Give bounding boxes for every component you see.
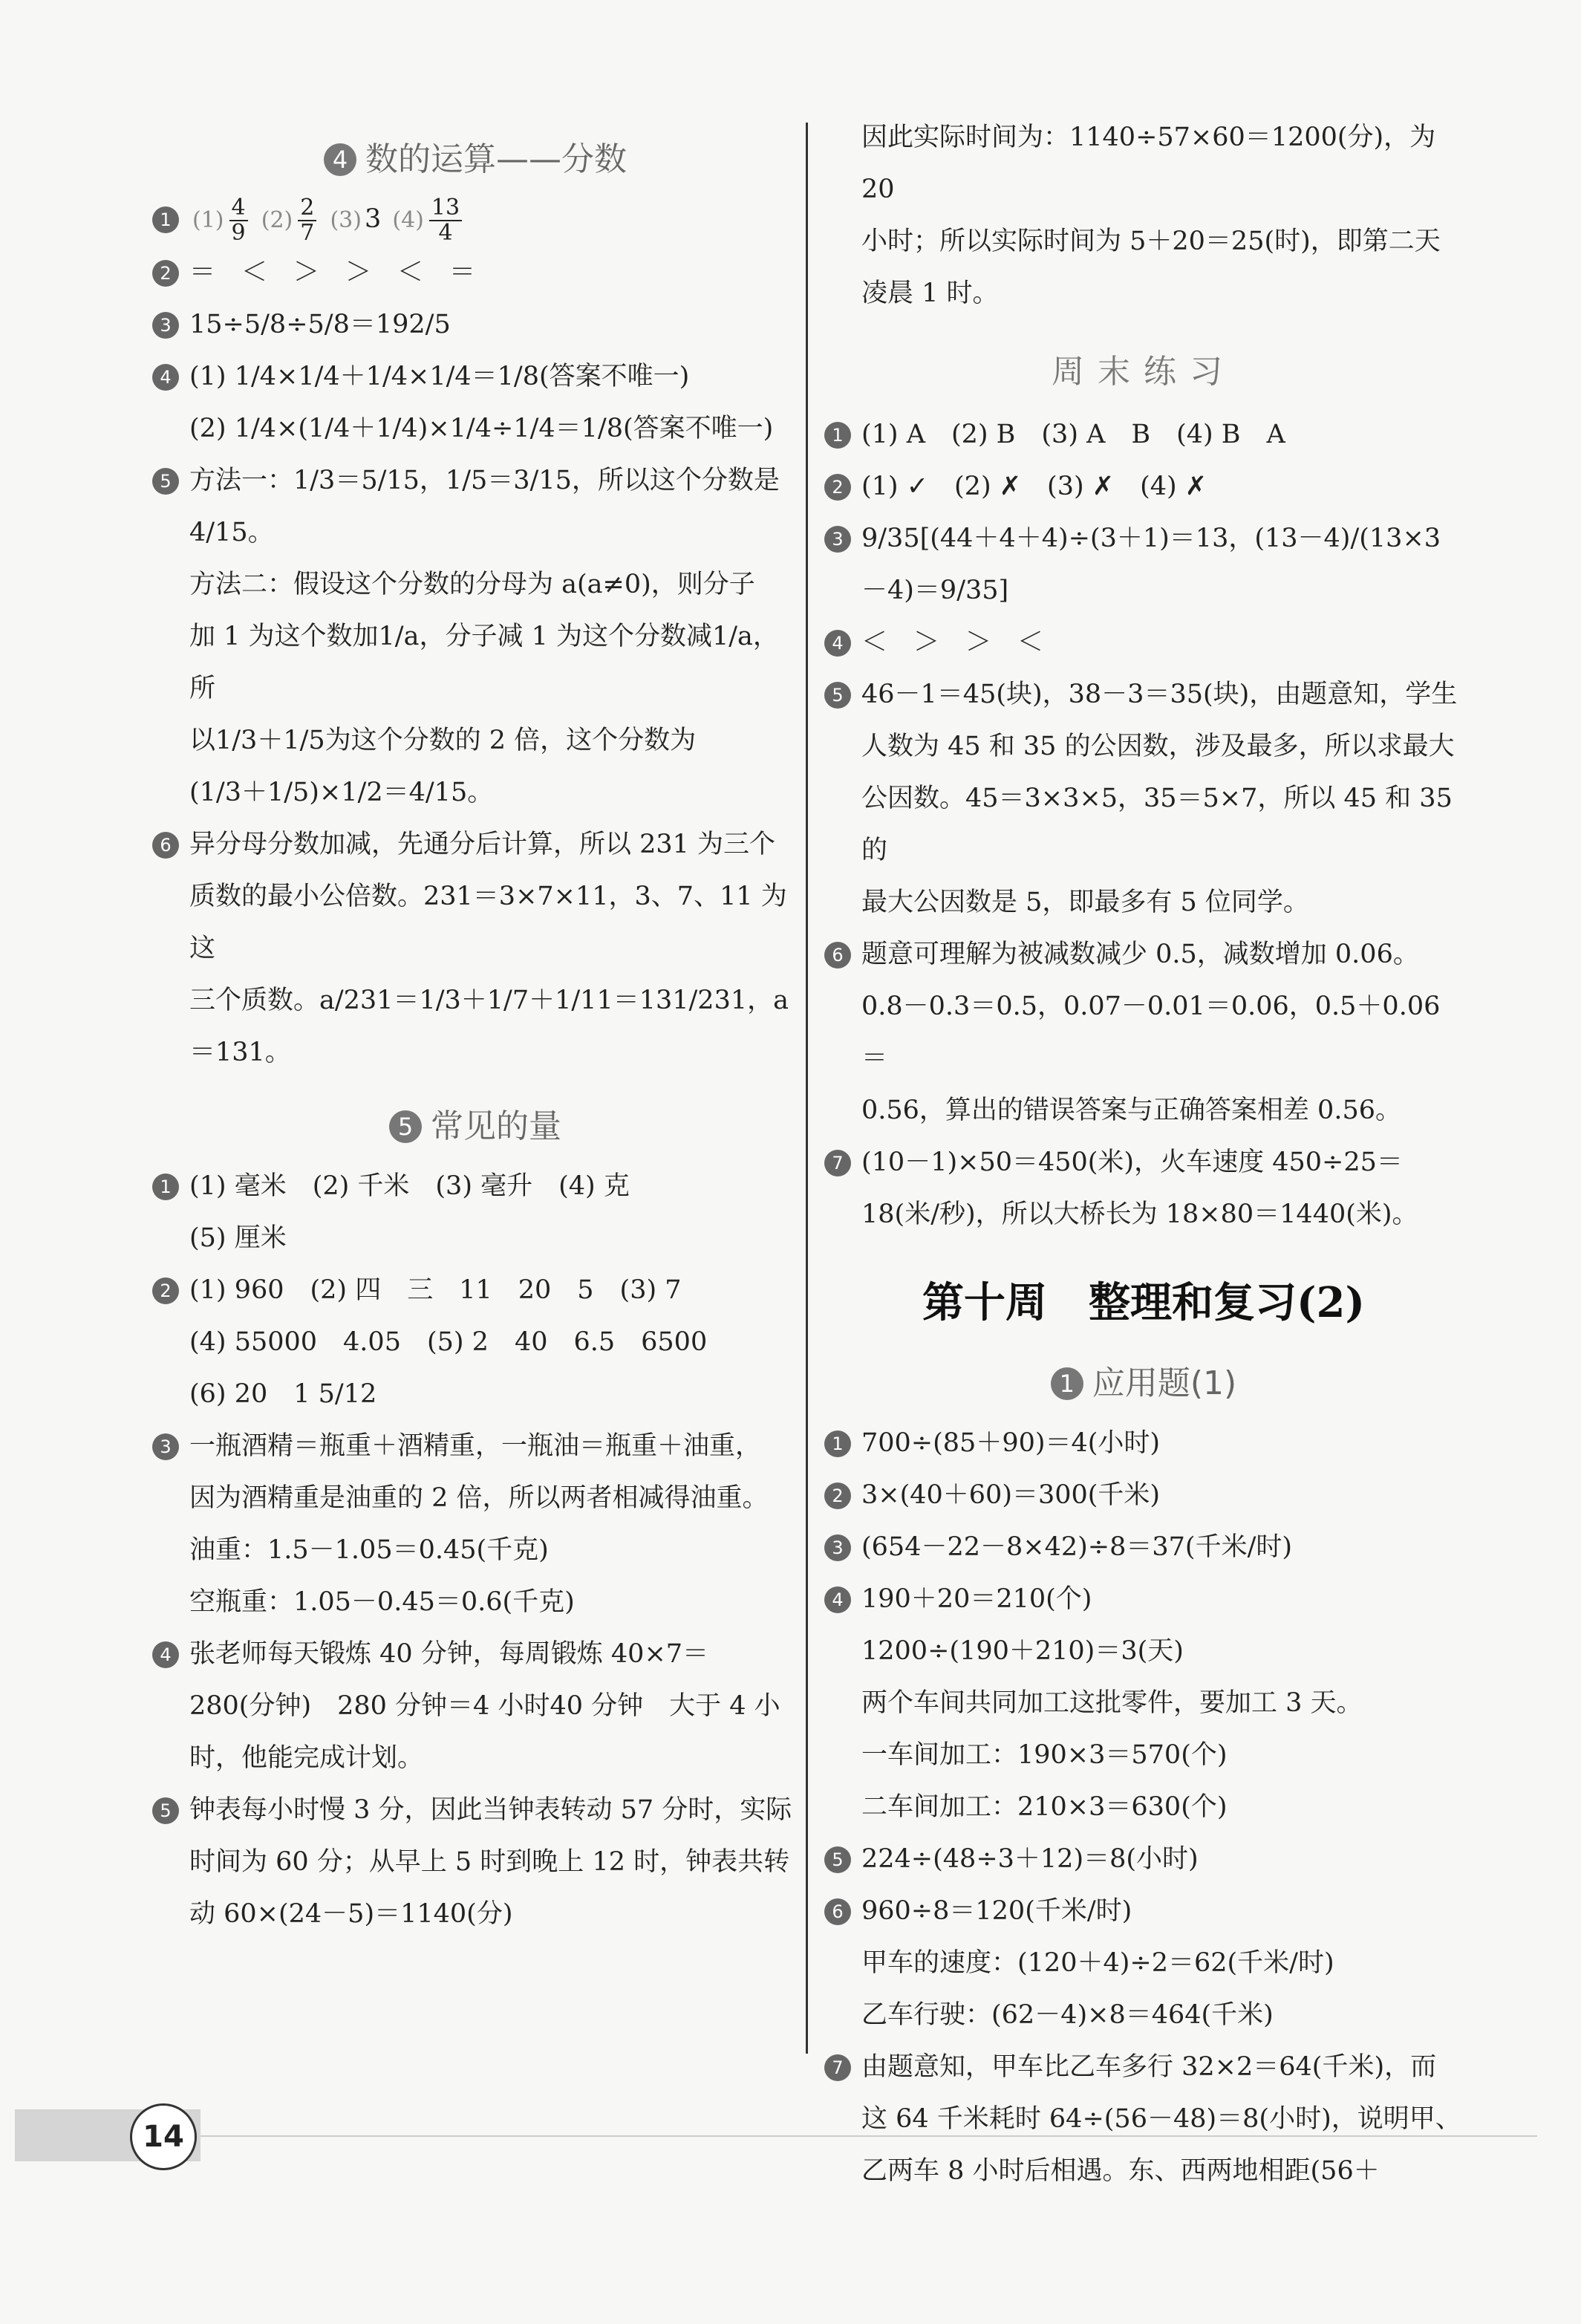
answer-text: ＜ ＞ ＞ ＜ [861, 628, 1044, 657]
answer-text: (1) ✓ (2) ✗ (3) ✗ (4) ✗ [861, 472, 1207, 501]
application-question-7 [824, 2041, 1463, 2093]
question-badge: 1 [824, 1430, 851, 1457]
question-badge: 1 [824, 422, 851, 449]
answer-line: 方法二：假设这个分数的分母为 a(a≠0)，则分子 [189, 570, 755, 599]
question-badge: 4 [824, 630, 851, 657]
page-number: 14 [130, 2103, 197, 2170]
weekend-question-5 [824, 668, 1463, 720]
answer-line: 46－1＝45(块)，38－3＝35(块)，由题意知，学生 [861, 680, 1458, 709]
week-heading: 第十周 整理和复习(2) [922, 1278, 1365, 1327]
answer-line: 小时；所以实际时间为 5＋20＝25(时)，即第二天 [861, 227, 1441, 256]
denominator: 9 [231, 219, 246, 246]
left-column [152, 111, 798, 1940]
weekend-question-6 [824, 928, 1463, 980]
application-question-3 [824, 1521, 1463, 1573]
section-heading [824, 1356, 1463, 1404]
answer-line: 一车间加工：190×3＝570(个) [861, 1740, 1228, 1770]
question-badge: 2 [152, 260, 179, 287]
question-badge: 7 [824, 1150, 851, 1176]
answer-line: (1) 毫米 (2) 千米 (3) 毫升 (4) 克 [189, 1171, 630, 1201]
question-2 [152, 247, 798, 299]
answer-line: 异分母分数加减，先通分后计算，所以 231 为三个 [189, 830, 776, 859]
answer-line: 280(分钟) 280 分钟＝4 小时40 分钟 大于 4 小 [189, 1691, 780, 1721]
question-badge: 2 [152, 1277, 179, 1304]
section-number: 4 [324, 143, 356, 176]
numerator: 4 [229, 196, 248, 221]
answer-line: 960÷8＝120(千米/时) [861, 1896, 1132, 1926]
application-question-1 [824, 1417, 1463, 1469]
answer-line: 二车间加工：210×3＝630(个) [861, 1792, 1228, 1822]
weekend-heading: 周末练习 [1052, 353, 1236, 391]
numerator: 13 [429, 196, 462, 221]
denominator: 7 [300, 219, 315, 246]
answer-line: 甲车的速度：(120＋4)÷2＝62(千米/时) [861, 1948, 1334, 1978]
application-question-2 [824, 1469, 1463, 1521]
part-label: (1) [192, 207, 224, 233]
question-badge: 3 [152, 312, 179, 339]
answer-line: 190＋20＝210(个) [861, 1584, 1092, 1614]
column-divider [806, 123, 808, 2054]
answer-line: 时间为 60 分；从早上 5 时到晚上 12 时，钟表共转 [189, 1847, 790, 1877]
question-badge: 3 [152, 1433, 179, 1460]
answer-line: (10－1)×50＝450(米)，火车速度 450÷25＝ [861, 1148, 1403, 1177]
question-5 [152, 455, 798, 559]
weekend-question-7 [824, 1136, 1463, 1188]
part-label: (2) [261, 207, 293, 233]
quantity-question-3 [152, 1420, 798, 1472]
fraction [298, 196, 316, 245]
answer-line: 时，他能完成计划。 [189, 1743, 424, 1773]
answer-line: 0.8－0.3＝0.5，0.07－0.01＝0.06，0.5＋0.06＝ [861, 992, 1441, 1073]
answer-line: 题意可理解为被减数减少 0.5，减数增加 0.06。 [861, 940, 1419, 969]
quantity-question-1 [152, 1160, 798, 1212]
application-question-5 [824, 1833, 1463, 1885]
answer-line: (2) 1/4×(1/4＋1/4)×1/4÷1/4＝1/8(答案不唯一) [189, 414, 774, 443]
question-badge: 5 [824, 682, 851, 709]
section-heading [152, 1099, 798, 1147]
weekend-question-2 [824, 460, 1463, 512]
answer-line: 三个质数。a/231＝1/3＋1/7＋1/11＝131/231，a＝131。 [189, 986, 789, 1067]
fraction [429, 196, 462, 245]
section-title: 数的运算——分数 [365, 140, 627, 178]
question-badge: 1 [152, 1174, 179, 1200]
answer-line: (4) 55000 4.05 (5) 2 40 6.5 6500 [189, 1327, 708, 1357]
answer-line: 18(米/秒)，所以大桥长为 18×80＝1440(米)。 [861, 1200, 1418, 1229]
answer-text: 15÷5/8÷5/8＝192/5 [189, 310, 451, 339]
fraction [229, 196, 248, 245]
answer-line: 两个车间共同加工这批零件，要加工 3 天。 [861, 1688, 1363, 1718]
weekend-question-1 [824, 409, 1463, 460]
answer-text: 224÷(48÷3＋12)＝8(小时) [861, 1844, 1199, 1874]
quantity-question-4 [152, 1628, 798, 1680]
question-badge: 1 [152, 206, 179, 233]
answer-text: 9/35[(44＋4＋4)÷(3＋1)＝13，(13－4)/(13×3－4)＝9/35] [861, 524, 1441, 605]
answer-text: 3×(40＋60)＝300(千米) [861, 1480, 1161, 1510]
answer-line: 张老师每天锻炼 40 分钟，每周锻炼 40×7＝ [189, 1639, 709, 1669]
section-number: 1 [1051, 1367, 1083, 1400]
answer-value: 3 [364, 204, 382, 234]
answer-line: 乙车行驶：(62－4)×8＝464(千米) [861, 2000, 1274, 2030]
denominator: 4 [438, 219, 453, 246]
section-heading [152, 132, 798, 180]
weekend-question-4 [824, 616, 1463, 668]
answer-line: 0.56，算出的错误答案与正确答案相差 0.56。 [861, 1096, 1401, 1125]
question-badge: 4 [152, 364, 179, 391]
answer-line: 凌晨 1 时。 [861, 279, 999, 308]
answer-line: 乙两车 8 小时后相遇。东、西两地相距(56＋ [861, 2156, 1380, 2186]
question-badge: 2 [824, 1482, 851, 1509]
answer-line: (6) 20 1 5/12 [189, 1379, 377, 1409]
part-label: (4) [392, 207, 424, 233]
answer-line: (5) 厘米 [189, 1223, 287, 1253]
answer-line: 因此实际时间为：1140÷57×60＝1200(分)，为 20 [861, 123, 1436, 204]
answer-line: 质数的最小公倍数。231＝3×7×11，3、7、11 为这 [189, 882, 787, 963]
question-badge: 4 [152, 1641, 179, 1668]
question-3 [152, 299, 798, 351]
answer-line: 钟表每小时慢 3 分，因此当钟表转动 57 分时，实际 [189, 1795, 792, 1825]
question-1 [152, 193, 798, 247]
answer-line: 因为酒精重是油重的 2 倍，所以两者相减得油重。 [189, 1483, 769, 1513]
answer-line: (1/3＋1/5)×1/2＝4/15。 [189, 778, 494, 807]
weekend-question-3 [824, 512, 1463, 616]
answer-line: 由题意知，甲车比乙车多行 32×2＝64(千米)，而 [861, 2052, 1437, 2082]
question-badge: 5 [152, 1797, 179, 1824]
quantity-question-2 [152, 1264, 798, 1316]
question-badge: 6 [152, 832, 179, 859]
question-badge: 2 [824, 474, 851, 501]
answer-text: 700÷(85＋90)＝4(小时) [861, 1428, 1161, 1458]
answer-line: (1) 960 (2) 四 三 11 20 5 (3) 7 [189, 1275, 682, 1305]
answer-text: (654－22－8×42)÷8＝37(千米/时) [861, 1532, 1293, 1562]
section-number: 5 [389, 1110, 422, 1143]
application-question-4 [824, 1573, 1463, 1625]
section-title: 应用题(1) [1092, 1364, 1237, 1402]
right-column [824, 111, 1463, 2197]
question-4 [152, 351, 798, 403]
answer-line: 最大公因数是 5，即最多有 5 位同学。 [861, 888, 1309, 917]
answer-text: ＝ ＜ ＞ ＞ ＜ ＝ [189, 258, 476, 287]
answer-line: 人数为 45 和 35 的公因数，涉及最多，所以求最大 [861, 732, 1455, 761]
answer-line: 公因数。45＝3×3×5，35＝5×7，所以 45 和 35 的 [861, 784, 1453, 865]
question-badge: 7 [824, 2054, 851, 2081]
answer-line: 空瓶重：1.05－0.45＝0.6(千克) [189, 1587, 575, 1617]
answer-line: 以1/3＋1/5为这个分数的 2 倍，这个分数为 [189, 726, 697, 755]
question-badge: 3 [824, 1534, 851, 1561]
section-title: 常见的量 [431, 1107, 561, 1145]
answer-line: (1) 1/4×1/4＋1/4×1/4＝1/8(答案不唯一) [189, 362, 690, 391]
answer-line: 油重：1.5－1.05＝0.45(千克) [189, 1535, 549, 1565]
question-badge: 4 [824, 1586, 851, 1613]
answer-text: (1) A (2) B (3) A B (4) B A [861, 420, 1285, 449]
quantity-question-5 [152, 1784, 798, 1836]
answer-line: 动 60×(24－5)＝1140(分) [189, 1899, 513, 1929]
footer-rule [201, 2135, 1537, 2137]
application-question-6 [824, 1885, 1463, 1937]
question-badge: 5 [824, 1846, 851, 1873]
answer-line: 一瓶酒精＝瓶重＋酒精重，一瓶油＝瓶重＋油重， [189, 1431, 762, 1461]
question-badge: 5 [152, 468, 179, 495]
numerator: 2 [298, 196, 316, 221]
answer-line: 加 1 为这个数加1/a，分子减 1 为这个分数减1/a，所 [189, 622, 779, 703]
question-badge: 6 [824, 942, 851, 969]
answer-line: 方法一：1/3＝5/15，1/5＝3/15，所以这个分数是4/15。 [189, 466, 780, 547]
question-6 [152, 818, 798, 870]
question-badge: 6 [824, 1898, 851, 1925]
answer-line: 1200÷(190＋210)＝3(天) [861, 1636, 1184, 1666]
answer-line: 这 64 千米耗时 64÷(56－48)＝8(小时)，说明甲、 [861, 2104, 1461, 2134]
part-label: (3) [330, 207, 362, 233]
question-badge: 3 [824, 526, 851, 553]
